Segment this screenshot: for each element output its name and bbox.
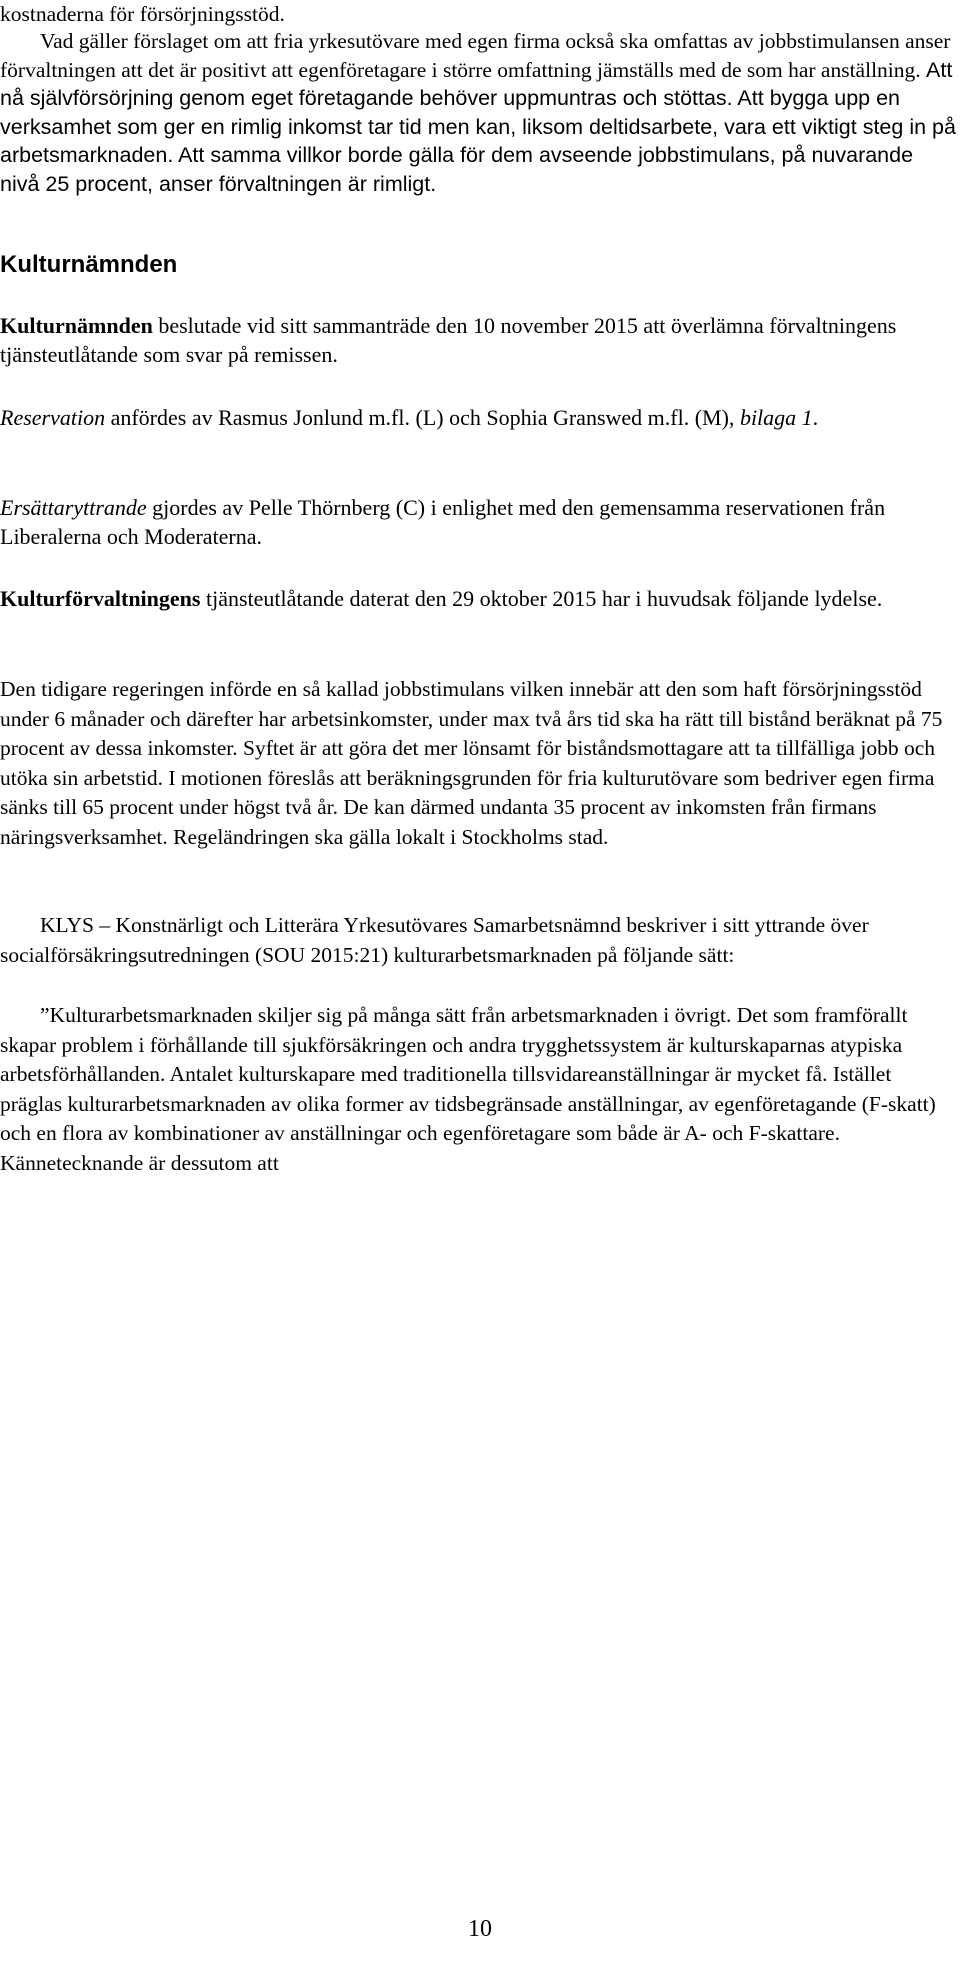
reservation-attachment: bilaga 1: [739, 405, 813, 430]
intro-first-line: kostnaderna för försörjningsstöd.: [0, 2, 285, 26]
reservation-end: .: [812, 405, 819, 430]
intro-paragraph-continuation: Att nå självförsörjning genom eget företagande behöver uppmuntras och stöttas. Att bygga upp en verksamhet som ger en rimlig inkomst tar tid men kan, liksom deltidsarbete, vara ett viktigt steg in på arbetsmarknaden. Att samma villkor borde gälla för dem avseende jobbstimulans, på nuvarande nivå 25 procent, anser förvaltningen är rimligt.: [0, 57, 956, 196]
quote-paragraph-1: Den tidigare regeringen införde en så kallad jobbstimulans vilken innebär att den som haft försörjningsstöd under 6 månader och därefter har arbetsinkomster, under max två års tid ska ha rätt till bistånd beräknat på 75 procent av dessa inkomster. Syftet är att göra det mer lönsamt för biståndsmottagare att ta tillfälliga jobb och utöka sin arbetstid. I motionen föreslås att beräkningsgrunden för fria kulturutövare som bedriver egen firma sänks till 65 procent under högst två år. De kan därmed undanta 35 procent av inkomsten från firmans näringsverksamhet. Regeländringen ska gälla lokalt i Stockholms stad.: [0, 677, 943, 849]
intro-paragraph: [0, 27, 956, 199]
decision-body: Kulturnämnden: [0, 313, 153, 338]
reservation-term: Reservation: [0, 405, 106, 430]
section-heading: Kulturnämnden: [0, 251, 178, 278]
quote-paragraph-2: KLYS – Konstnärligt och Litterära Yrkesutövares Samarbetsnämnd beskriver i sitt yttrande över socialförsäkringsutredningen (SOU 2015:21) kulturarbetsmarknaden på följande sätt:: [0, 913, 869, 967]
administration-text: tjänsteutlåtande daterat den 29 oktober 2015 har i huvudsak följande lydelse.: [200, 586, 883, 611]
substitute-statement-term: Ersättaryttrande: [0, 495, 147, 520]
quote-paragraph-3: ”Kulturarbetsmarknaden skiljer sig på många sätt från arbetsmarknaden i övrigt. Det som framförallt skapar problem i förhållande till sjukförsäkringen och andra trygghetssystem är kulturskaparnas atypiska arbetsförhållanden. Antalet kulturskapare med traditionella tillsvidareanställningar är mycket få. Istället präglas kulturarbetsmarknaden av olika former av tidsbegränsade anställningar, av egenföretagande (F-skatt) och en flora av kombinationer av anställningar och egenföretagare som både är A- och F-skattare. Kännetecknande är dessutom att: [0, 1003, 936, 1175]
reservation-paragraph: [0, 404, 956, 433]
administration-paragraph: [0, 585, 956, 614]
decision-paragraph: [0, 312, 956, 370]
page-number: 10: [468, 1916, 492, 1942]
substitute-statement-paragraph: [0, 494, 956, 552]
substitute-statement-text: gjordes av Pelle Thörnberg (C) i enlighet med den gemensamma reservationen från Liberalerna och Moderaterna.: [0, 495, 886, 549]
intro-paragraph-text: Vad gäller förslaget om att fria yrkesutövare med egen firma också ska omfattas av jobbstimulansen anser förvaltningen att det är positivt att egenföretagare i större omfattning jämställs med de som har anställning.: [0, 29, 951, 82]
decision-text: beslutade vid sitt sammanträde den 10 november 2015 att överlämna förvaltningens tjänsteutlåtande som svar på remissen.: [0, 313, 897, 367]
administration-name: Kulturförvaltningens: [0, 586, 201, 611]
reservation-text: anfördes av Rasmus Jonlund m.fl. (L) och Sophia Granswed m.fl. (M),: [105, 405, 740, 430]
